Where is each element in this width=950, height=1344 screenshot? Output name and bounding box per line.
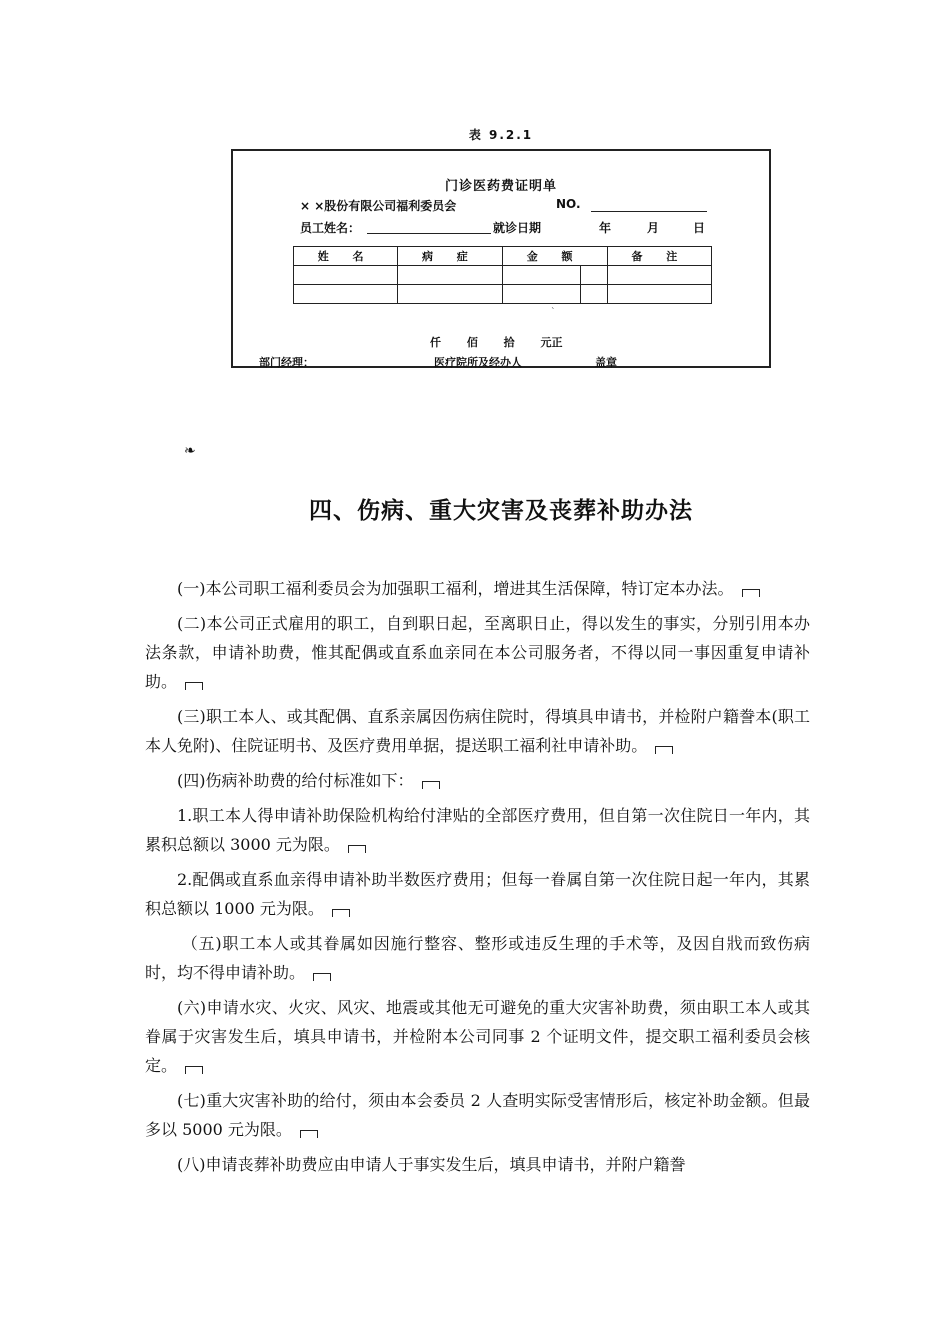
amount-in-words: 仟 佰 拾 元正 <box>430 336 563 349</box>
return-mark-icon <box>332 909 350 917</box>
col-illness: 病 症 <box>398 247 502 266</box>
paragraph-text: (二)本公司正式雇用的职工，自到职日起，至离职日止，得以发生的事实，分别引用本办法条款，申请补助费，惟其配偶或直系血亲同在本公司服务者，不得以同一事因重复申请补助。 <box>145 614 810 691</box>
col-remarks: 备 注 <box>607 247 711 266</box>
paragraph-text: (八)申请丧葬补助费应由申请人于事实发生后，填具申请书，并附户籍誊 <box>177 1155 686 1174</box>
return-mark-icon <box>313 973 331 981</box>
return-mark-icon <box>655 746 673 754</box>
return-mark-icon <box>348 845 366 853</box>
form-org: × ×股份有限公司福利委员会 <box>300 199 457 213</box>
paragraph-text: 1.职工本人得申请补助保险机构给付津贴的全部医疗费用，但自第一次住院日一年内，其累积总额以 3000 元为限。 <box>145 806 810 854</box>
clinic-handler-label: 医疗院所及经办人 <box>434 356 522 369</box>
employee-name-line <box>367 233 491 234</box>
paragraph-text: （五)职工本人或其眷属如因施行整容、整形或违反生理的手术等，及因自戕而致伤病时，均不得申请补助。 <box>145 934 810 982</box>
paragraph <box>145 574 810 603</box>
medical-expense-form <box>231 149 771 368</box>
col-amount: 金 额 <box>502 247 607 266</box>
paragraph <box>145 766 810 795</box>
paragraph <box>145 1086 810 1144</box>
form-no-line <box>591 211 707 212</box>
paragraph <box>145 865 810 923</box>
paragraph-text: (三)职工本人、或其配偶、直系亲属因伤病住院时，得填具申请书，并检附户籍誊本(职工本人免附)、住院证明书、及医疗费用单据，提送职工福利社申请补助。 <box>145 707 810 755</box>
table-row <box>294 266 712 285</box>
paragraph <box>145 929 810 987</box>
paragraph <box>145 609 810 696</box>
return-mark-icon <box>185 682 203 690</box>
form-title: 门诊医药费证明单 <box>444 179 557 194</box>
day-label: 日 <box>693 221 706 235</box>
paragraph <box>145 801 810 859</box>
dept-manager-label: 部门经理： <box>259 356 314 369</box>
section-heading: 四、伤病、重大灾害及丧葬补助办法 <box>309 498 693 524</box>
form-table <box>293 246 712 304</box>
visit-date-label: 就诊日期 <box>493 221 542 235</box>
paragraph-text: (四)伤病补助费的给付标准如下： <box>177 771 414 790</box>
paragraph-text: (一)本公司职工福利委员会为加强职工福利，增进其生活保障，特订定本办法。 <box>177 579 734 598</box>
return-mark-icon <box>185 1066 203 1074</box>
employee-name-label: 员工姓名： <box>300 221 361 235</box>
paragraph <box>145 1150 810 1179</box>
return-mark-icon <box>300 1130 318 1138</box>
return-mark-icon <box>422 781 440 789</box>
anchor-icon: ❧ <box>184 443 196 459</box>
paragraph <box>145 702 810 760</box>
scan-mark: ˋ <box>551 308 556 318</box>
paragraph-text: (六)申请水灾、火灾、风灾、地震或其他无可避免的重大灾害补助费，须由职工本人或其眷属于灾害发生后，填具申请书，并检附本公司同事 2 个证明文件，提交职工福利委员会核定。 <box>145 998 810 1075</box>
body-text <box>145 574 810 1185</box>
paragraph <box>145 993 810 1080</box>
return-mark-icon <box>742 589 760 597</box>
form-caption: 表 9.2.1 <box>468 128 534 142</box>
table-row <box>294 285 712 304</box>
year-label: 年 <box>599 221 612 235</box>
paragraph-text: 2.配偶或直系血亲得申请补助半数医疗费用；但每一眷属自第一次住院日起一年内，其累积总额以 1000 元为限。 <box>145 870 810 918</box>
paragraph-text: (七)重大灾害补助的给付，须由本会委员 2 人查明实际受害情形后，核定补助金额。但最多以 5000 元为限。 <box>145 1091 810 1139</box>
form-table-header <box>294 247 712 266</box>
col-name: 姓 名 <box>294 247 398 266</box>
form-no-label: NO. <box>556 197 581 211</box>
month-label: 月 <box>647 221 660 235</box>
seal-label: 盖章 <box>595 356 617 369</box>
